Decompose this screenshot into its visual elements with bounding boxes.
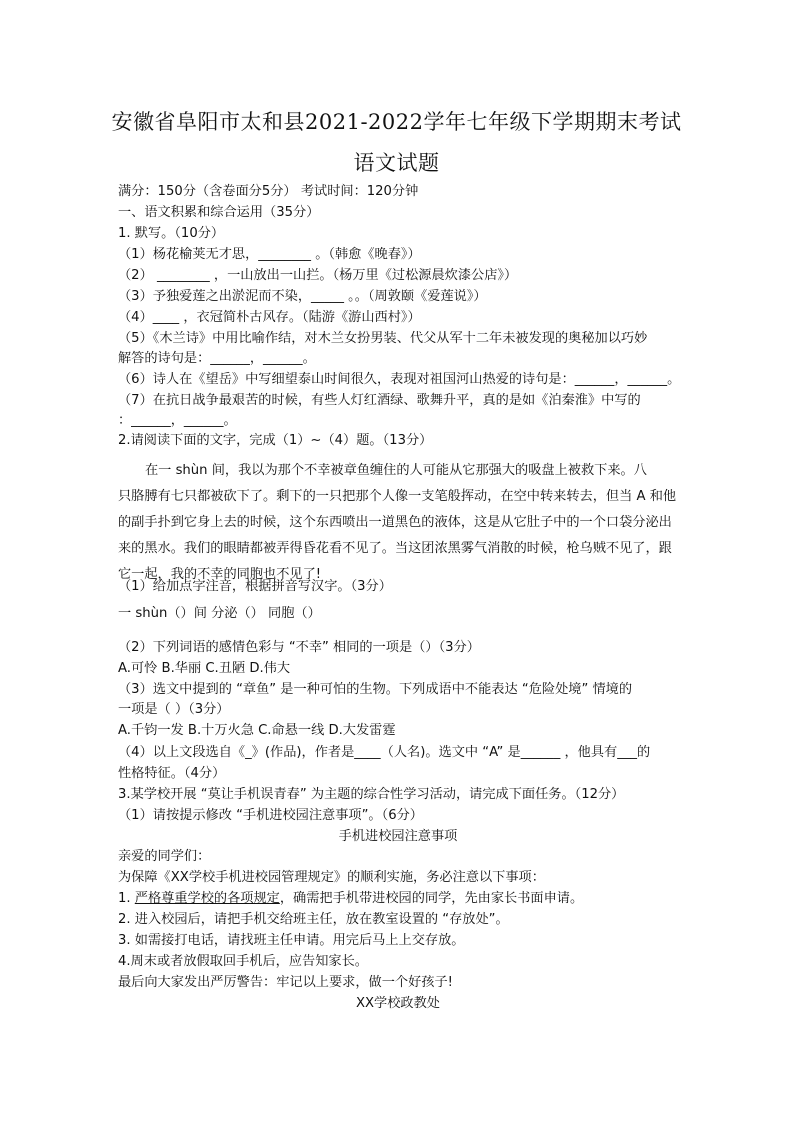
q1-item: （3）予独爱莲之出淤泥而不染，_____ 。。（周敦颐《爱莲说》） bbox=[118, 289, 487, 304]
exam-subtitle: 语文试题 bbox=[353, 151, 440, 175]
q1-item: （1）杨花榆荚无才思，________ 。（韩愈《晚春》） bbox=[118, 247, 421, 262]
q2-sub-1: （1）给加点字注音，根据拼音写汉字。（3分） bbox=[118, 579, 392, 594]
passage-body: 只胳膊有七只都被砍下了。剩下的一只把那个人像一支笔般挥动，在空中转来转去，但当 A 和他的副手扑到它身上去的时候，这个东西喷出一道黑色的液体，这是从它肚子中的一个口袋分泌出来的黑水。我们的眼睛都被弄得昏花看不见了。当这团浓黑雾气消散的时候，枪乌贼不见了，跟它一起，我的不幸的同胞也不见了! bbox=[118, 489, 677, 582]
notice-title: 手机进校园注意事项 bbox=[338, 829, 458, 844]
section-heading: 一、语文积累和综合运用（35分） bbox=[118, 205, 320, 220]
q2-sub-2: （2）下列词语的感情色彩与 “不幸” 相同的一项是（）（3分） bbox=[118, 640, 480, 655]
exam-title: 安徽省阜阳市太和县2021-2022学年七年级下学期期末考试 bbox=[111, 110, 682, 134]
notice-greeting: 亲爱的同学们： bbox=[118, 849, 211, 864]
notice-item-number: 1. bbox=[118, 891, 135, 906]
q2-sub-2-options: A.可怜 B.华丽 C.丑陋 D.伟大 bbox=[118, 661, 291, 676]
q2-sub-3-options: A.千钧一发 B.十万火急 C.命悬一线 D.大发雷霆 bbox=[118, 723, 396, 738]
q2-sub-3: （3）选文中提到的 “章鱼” 是一种可怕的生物。下列成语中不能表达 “危险处境” 情境的 bbox=[118, 682, 633, 697]
notice-underlined-phrase: 严格尊重学校的各项规定 bbox=[134, 891, 280, 906]
notice-item bbox=[118, 889, 678, 909]
notice-item: 2. 进入校园后，请把手机交给班主任，放在教室设置的 “存放处”。 bbox=[118, 912, 509, 927]
q2-sub-3: 一项是（ ）（3分） bbox=[118, 702, 230, 717]
notice-signature: XX学校政教处 bbox=[355, 996, 440, 1011]
q1-item: （6）诗人在《望岳》中写细望泰山时间很久，表现对祖国河山热爱的诗句是：______，______。 bbox=[118, 372, 681, 387]
notice-item: 4.周末或者放假取回手机后，应告知家长。 bbox=[118, 954, 368, 969]
q1-item: （2） ________ ，一山放出一山拦。（杨万里《过松源晨炊漆公店》） bbox=[118, 268, 518, 283]
exam-meta: 满分：150分（含卷面分5分） 考试时间：120分钟 bbox=[118, 184, 419, 199]
q1-item: （5）《木兰诗》中用比喻作结，对木兰女扮男装、代父从军十二年未被发现的奥秘加以巧妙 bbox=[118, 331, 648, 346]
q3-sub-1: （1）请按提示修改 “手机进校园注意事项”。（6分） bbox=[118, 808, 423, 823]
q1-item: （4）____ ，衣冠简朴古风存。（陆游《游山西村》） bbox=[118, 310, 421, 325]
passage-line: 在一 shùn 间，我以为那个不幸被章鱼缠住的人可能从它那强大的吸盘上被救下来。八 bbox=[145, 463, 647, 478]
notice-item: 3. 如需接打电话，请找班主任申请。用完后马上上交存放。 bbox=[118, 933, 465, 948]
question-3: 3.某学校开展 “莫让手机误青春” 为主题的综合性学习活动，请完成下面任务。（12分） bbox=[118, 787, 625, 802]
q1-item: （7）在抗日战争最艰苦的时候，有些人灯红酒绿、歌舞升平，真的是如《泊秦淮》中写的 bbox=[118, 393, 641, 408]
q2-sub-1-words: 一 shùn（）间 分泌（） 同胞（） bbox=[118, 606, 321, 621]
q1-item: ：______，______。 bbox=[118, 413, 237, 428]
question-2: 2.请阅读下面的文字，完成（1）~（4）题。（13分） bbox=[118, 433, 433, 448]
q2-sub-4: （4）以上文段选自《_》(作品)，作者是____（人名)。选文中 “A” 是______ ，他具有___的 bbox=[118, 745, 651, 760]
notice-item-text: ，确需把手机带进校园的同学，先由家长书面申请。 bbox=[279, 891, 584, 906]
q1-item: 解答的诗句是：______，______。 bbox=[118, 351, 316, 366]
q2-sub-4: 性格特征。（4分） bbox=[118, 766, 226, 781]
notice-closing: 最后向大家发出严厉警告：牢记以上要求，做一个好孩子! bbox=[118, 975, 453, 990]
question-1: 1. 默写。（10分） bbox=[118, 226, 225, 241]
notice-intro: 为保障《XX学校手机进校园管理规定》的顺利实施，务必注意以下事项： bbox=[118, 870, 545, 885]
